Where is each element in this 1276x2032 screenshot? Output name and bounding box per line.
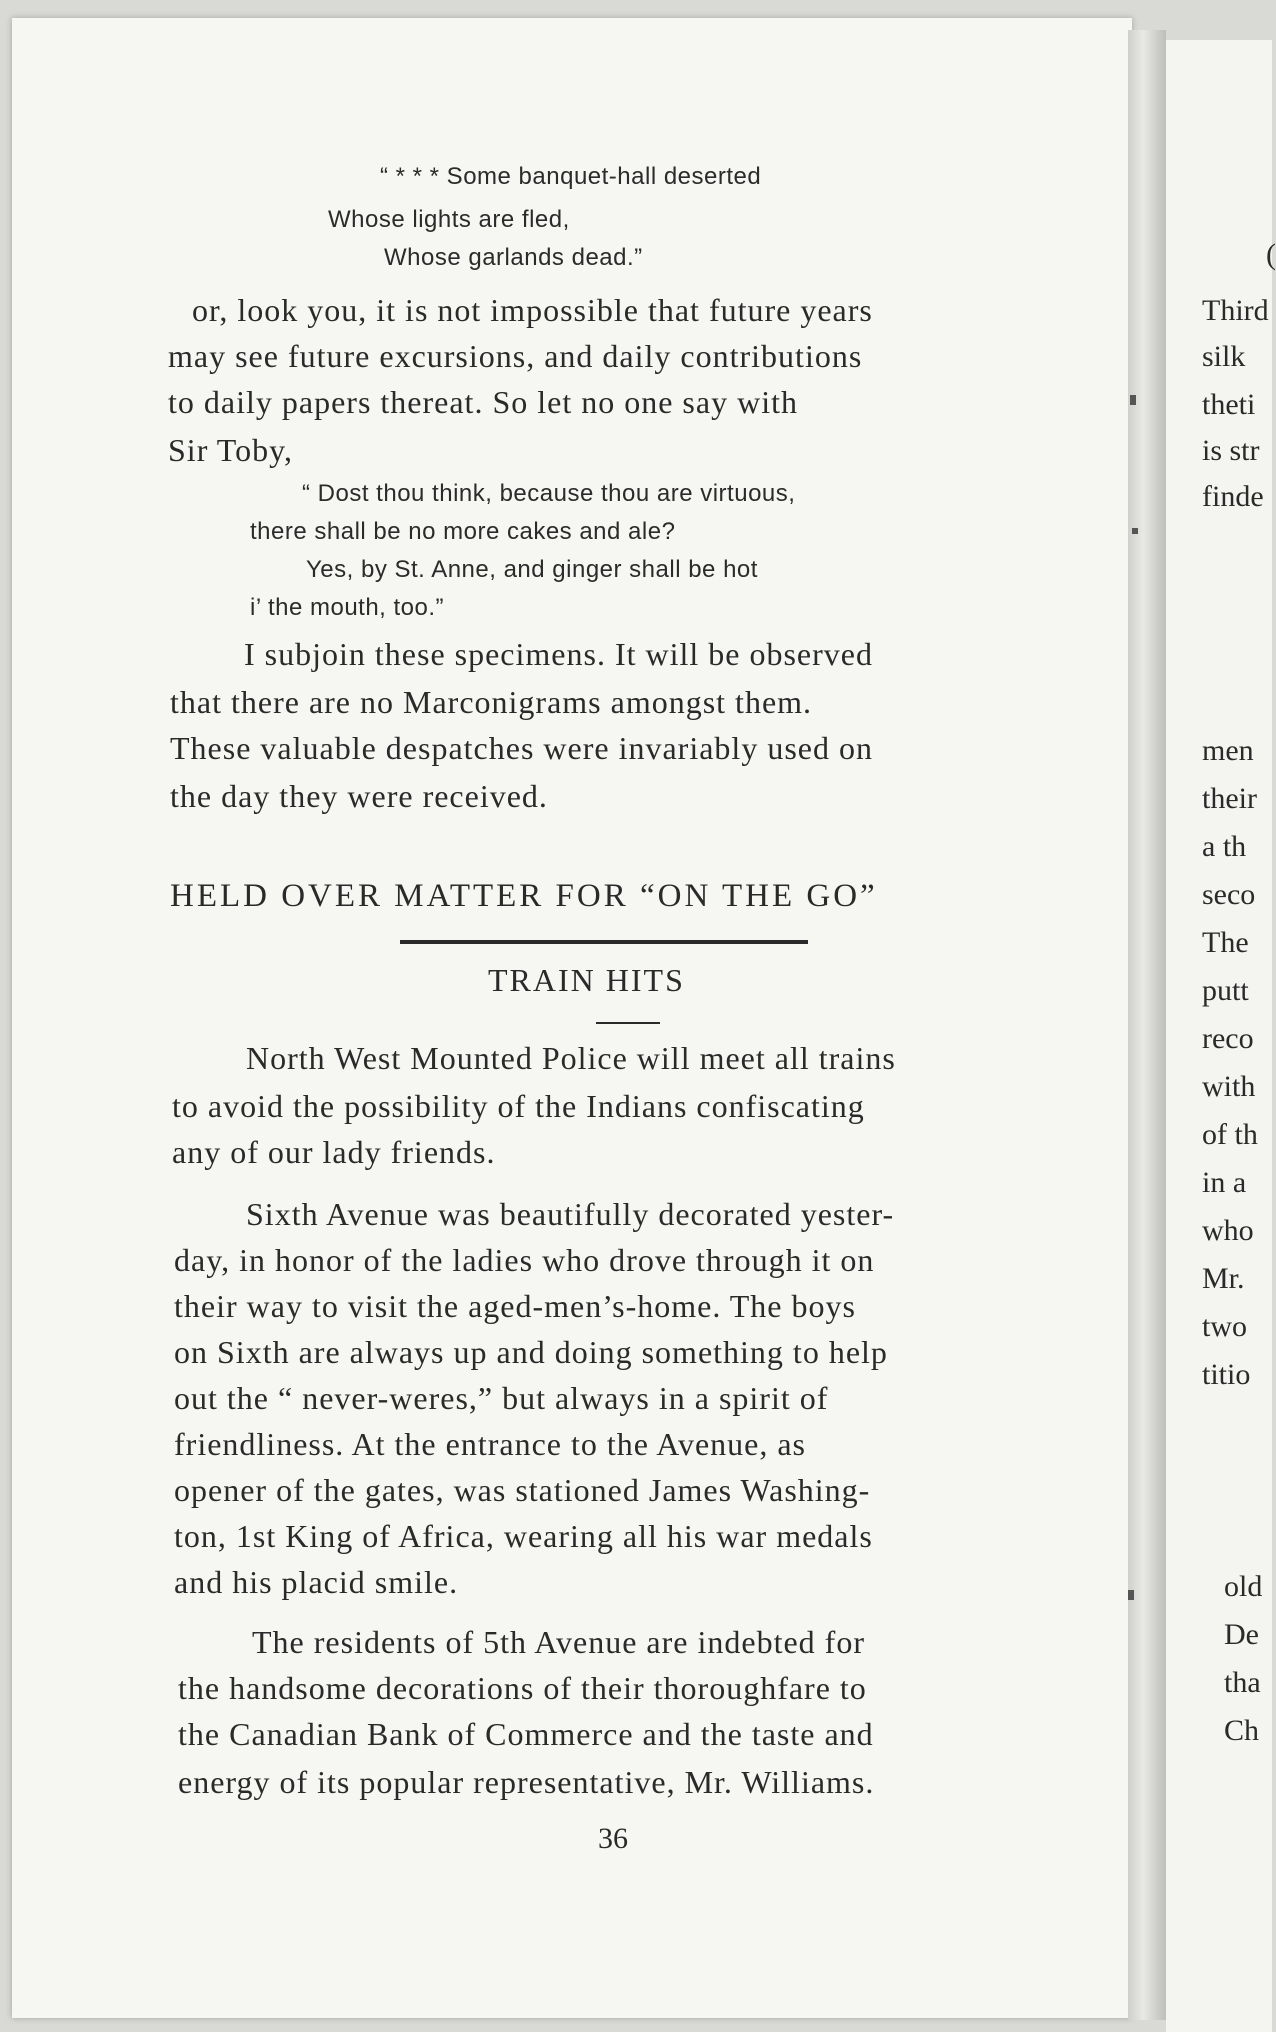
- text-line: or, look you, it is not impossible that future years: [192, 292, 873, 328]
- text-line: out the “ never-weres,” but always in a spirit of: [174, 1380, 829, 1416]
- sub-heading: TRAIN HITS: [488, 962, 685, 998]
- facing-text-fragment: of th: [1202, 1118, 1258, 1151]
- verse-line: Yes, by St. Anne, and ginger shall be hot: [306, 556, 758, 583]
- text-line: and his placid smile.: [174, 1564, 459, 1600]
- verse-line: i’ the mouth, too.”: [250, 594, 445, 621]
- facing-text-fragment: De: [1224, 1618, 1259, 1651]
- text-line: day, in honor of the ladies who drove through it on: [174, 1242, 875, 1278]
- verse-line: “ Dost thou think, because thou are virtuous,: [302, 480, 796, 507]
- facing-text-fragment: silk: [1202, 340, 1246, 373]
- facing-text-fragment: reco: [1202, 1022, 1254, 1055]
- verse-line: Whose lights are fled,: [328, 206, 570, 233]
- binding-mark: [1130, 395, 1136, 405]
- facing-text-fragment: seco: [1202, 878, 1256, 911]
- facing-text-fragment: two: [1202, 1310, 1247, 1343]
- binding-mark: [1128, 1590, 1134, 1600]
- text-line: may see future excursions, and daily contributions: [168, 338, 863, 374]
- text-line: North West Mounted Police will meet all trains: [246, 1040, 896, 1076]
- facing-text-fragment: (: [1266, 238, 1276, 271]
- facing-text-fragment: old: [1224, 1570, 1263, 1603]
- text-line: opener of the gates, was stationed James Washing-: [174, 1472, 871, 1508]
- text-line: The residents of 5th Avenue are indebted for: [252, 1624, 865, 1660]
- verse-line: there shall be no more cakes and ale?: [250, 518, 676, 545]
- text-line: ton, 1st King of Africa, wearing all his war medals: [174, 1518, 873, 1554]
- text-line: Sixth Avenue was beautifully decorated yester-: [246, 1196, 895, 1232]
- facing-text-fragment: with: [1202, 1070, 1256, 1103]
- text-line: These valuable despatches were invariably used on: [170, 730, 873, 766]
- book-gutter: [1128, 30, 1166, 2020]
- facing-text-fragment: is str: [1202, 434, 1260, 467]
- sub-heading-rule: [596, 1022, 660, 1024]
- facing-text-fragment: their: [1202, 782, 1257, 815]
- text-line: to avoid the possibility of the Indians confiscating: [172, 1088, 865, 1124]
- facing-text-fragment: theti: [1202, 388, 1256, 421]
- section-heading: HELD OVER MATTER FOR “ON THE GO”: [170, 878, 878, 914]
- facing-page: [1166, 40, 1276, 2032]
- facing-text-fragment: Mr.: [1202, 1262, 1245, 1295]
- binding-mark: [1132, 528, 1138, 534]
- verse-line: “ * * * Some banquet-hall deserted: [380, 163, 762, 190]
- facing-text-fragment: a th: [1202, 830, 1247, 863]
- facing-text-fragment: men: [1202, 734, 1254, 767]
- facing-text-fragment: titio: [1202, 1358, 1251, 1391]
- text-line: that there are no Marconigrams amongst them.: [170, 684, 813, 720]
- heading-rule: [400, 940, 808, 944]
- text-line: the day they were received.: [170, 778, 548, 814]
- text-line: friendliness. At the entrance to the Avenue, as: [174, 1426, 806, 1462]
- page-number: 36: [598, 1822, 628, 1855]
- facing-text-fragment: The: [1202, 926, 1249, 959]
- facing-text-fragment: Third: [1202, 294, 1269, 327]
- text-line: Sir Toby,: [168, 432, 293, 468]
- facing-text-fragment: tha: [1224, 1666, 1261, 1699]
- text-line: their way to visit the aged-men’s-home. The boys: [174, 1288, 856, 1324]
- facing-text-fragment: putt: [1202, 974, 1249, 1007]
- facing-text-fragment: in a: [1202, 1166, 1247, 1199]
- text-line: on Sixth are always up and doing something to help: [174, 1334, 888, 1370]
- text-line: energy of its popular representative, Mr. Williams.: [178, 1764, 875, 1800]
- facing-text-fragment: Ch: [1224, 1714, 1260, 1747]
- text-line: I subjoin these specimens. It will be observed: [244, 636, 873, 672]
- verse-line: Whose garlands dead.”: [384, 244, 643, 271]
- text-line: to daily papers thereat. So let no one say with: [168, 384, 798, 420]
- text-line: any of our lady friends.: [172, 1134, 496, 1170]
- text-line: the Canadian Bank of Commerce and the taste and: [178, 1716, 874, 1752]
- facing-text-fragment: finde: [1202, 480, 1264, 513]
- text-line: the handsome decorations of their thoroughfare to: [178, 1670, 867, 1706]
- facing-text-fragment: who: [1202, 1214, 1254, 1247]
